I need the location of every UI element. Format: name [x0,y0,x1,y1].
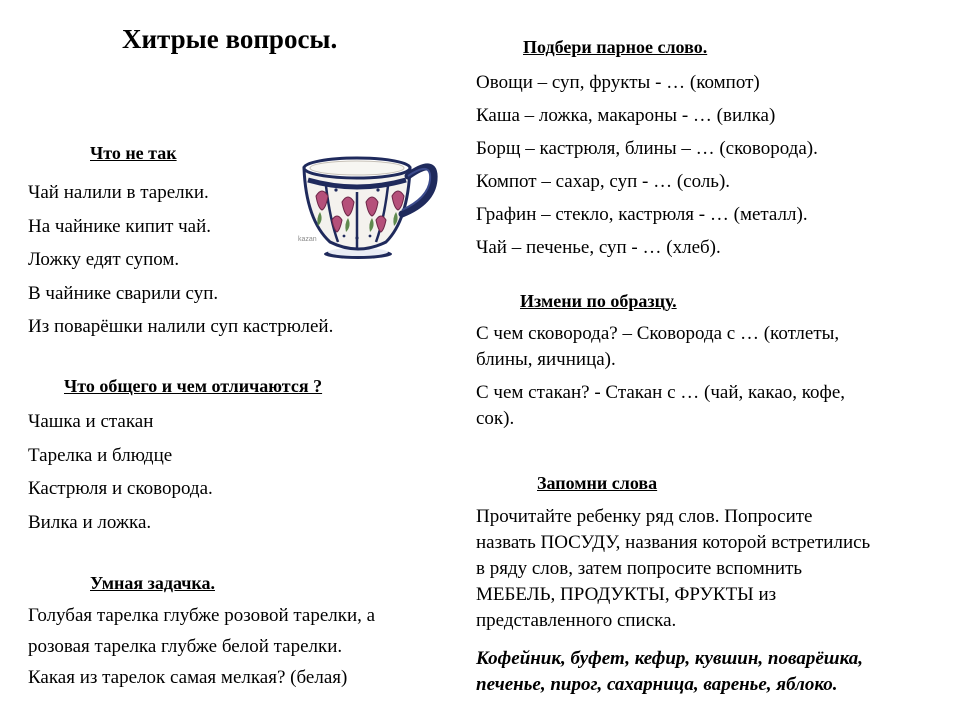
list-item: Кастрюля и сковорода. [28,478,213,499]
change-line: С чем стакан? - Стакан с … (чай, какао, кофе, [476,382,846,403]
remember-text [476,504,870,634]
list-item: Из поварёшки налили суп кастрюлей. [28,316,334,337]
list-item: Чашка и стакан [28,411,154,432]
common-list [28,405,213,539]
list-item: Каша – ложка, макароны - … (вилка) [476,105,776,126]
puzzle-line: Голубая тарелка глубже розовой тарелки, а [28,605,376,626]
page-title: Хитрые вопросы. [122,24,338,54]
list-item: Борщ – кастрюля, блины – … (сковорода). [476,138,818,159]
remember-line: представленного списка. [476,610,677,631]
list-item: На чайнике кипит чай. [28,215,212,237]
teacup-icon [296,150,444,262]
change-line: С чем сковорода? – Сковорода с … (котлеты, [476,323,840,344]
cup-caption: kazan [298,236,317,243]
list-item: Ложку едят супом. [28,249,180,270]
remember-words-line: Кофейник, буфет, кефир, кувшин, поварёшка, [476,648,863,669]
remember-line: назвать ПОСУДУ, названия которой встретились [476,532,871,553]
list-item: Чай налили в тарелки. [28,182,209,203]
remember-heading: Запомни слова [537,473,658,493]
puzzle-text [28,600,375,693]
remember-line: МЕБЕЛЬ, ПРОДУКТЫ, ФРУКТЫ из [476,584,777,605]
remember-line: Прочитайте ребенку ряд слов. Попросите [476,506,813,527]
list-item: Тарелка и блюдце [28,444,173,466]
list-item: Вилка и ложка. [28,511,152,533]
remember-words-line: печенье, пирог, сахарница, варенье, яблоко. [476,674,838,695]
teacup-illustration [296,150,444,267]
change-line: сок). [476,408,515,429]
list-item: Компот – сахар, суп - … (соль). [476,171,731,192]
pair-list [476,66,818,264]
common-heading: Что общего и чем отличаются ? [64,376,323,396]
pair-heading: Подбери парное слово. [523,37,708,57]
remember-words [476,646,863,698]
list-item: Графин – стекло, кастрюля - … (металл). [476,204,808,225]
remember-line: в ряду слов, затем попросите вспомнить [476,558,803,579]
puzzle-heading: Умная задачка. [90,573,215,593]
list-item: Овощи – суп, фрукты - … (компот) [476,72,760,93]
list-item: В чайнике сварили суп. [28,282,219,304]
what-wrong-list [28,176,333,344]
change-block-1 [476,321,839,373]
puzzle-line: Какая из тарелок самая мелкая? (белая) [28,667,348,688]
change-block-2 [476,380,845,432]
list-item: Чай – печенье, суп - … (хлеб). [476,237,721,258]
change-heading: Измени по образцу. [520,291,677,311]
puzzle-line: розовая тарелка глубже белой тарелки. [28,636,343,657]
change-line: блины, яичница). [476,349,616,370]
what-wrong-heading: Что не так [90,143,177,163]
